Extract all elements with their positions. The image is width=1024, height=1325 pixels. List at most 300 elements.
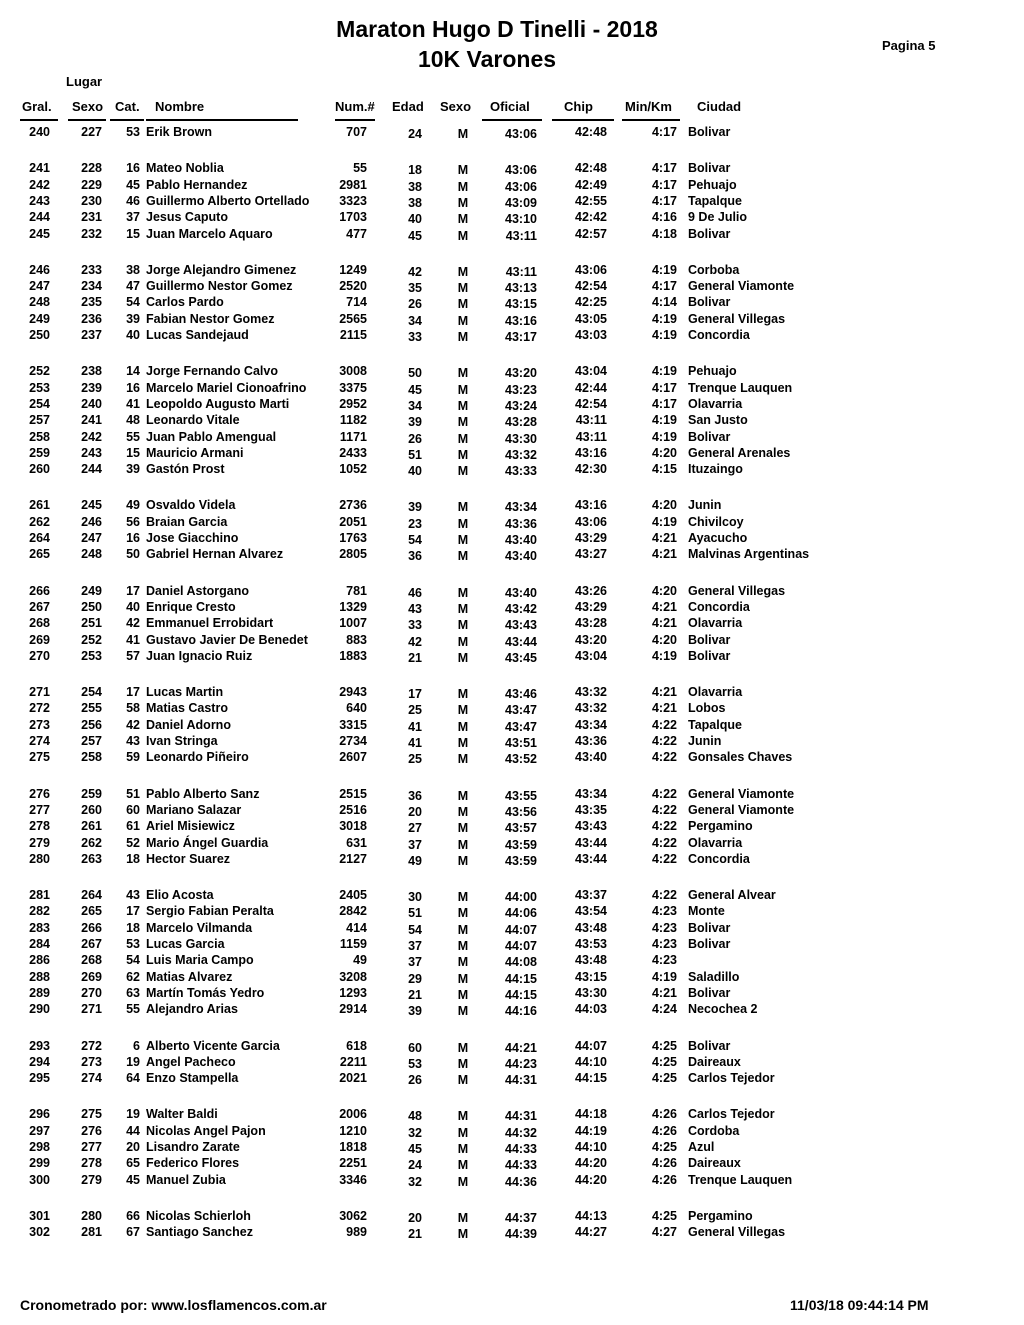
footer-timestamp: 11/03/18 09:44:14 PM	[790, 1297, 929, 1313]
city-cell: Bolivar	[688, 937, 731, 951]
table-row	[0, 1172, 1024, 1188]
sexo-place-cell: 280	[81, 1208, 102, 1223]
official-time-cell: 43:56	[505, 804, 537, 819]
age-cell: 39	[408, 415, 422, 430]
name-cell: Pablo Alberto Sanz	[146, 786, 260, 801]
col-header-sexo: Sexo	[72, 99, 104, 114]
bib-number-cell: 618	[346, 1038, 367, 1053]
table-row	[0, 887, 1024, 903]
name-cell: Leonardo Vitale	[146, 413, 240, 428]
official-time-cell: 43:46	[505, 687, 537, 702]
chip-time-cell: 43:05	[575, 311, 607, 326]
name-cell: Manuel Zubia	[146, 1172, 226, 1187]
table-row	[0, 1139, 1024, 1155]
chip-time-cell: 43:16	[575, 498, 607, 513]
sex-cell: M	[457, 549, 469, 564]
name-cell: Enzo Stampella	[146, 1071, 239, 1086]
sex-cell: M	[457, 634, 469, 649]
city-cell: Concordia	[688, 851, 750, 866]
name-cell: Sergio Fabian Peralta	[146, 904, 274, 919]
cat-place-cell: 48	[126, 413, 140, 428]
table-row	[0, 461, 1024, 477]
city-cell: Azul	[688, 1140, 715, 1154]
gral-cell: 254	[29, 396, 50, 411]
official-time-cell: 43:42	[505, 601, 537, 616]
pace-cell: 4:20	[651, 632, 677, 647]
sexo-place-cell: 242	[81, 429, 102, 444]
city-cell: Saladillo	[688, 969, 740, 984]
table-row	[0, 380, 1024, 396]
bib-number-cell: 2943	[339, 685, 367, 700]
table-row	[0, 160, 1024, 176]
chip-time-cell: 43:43	[575, 819, 607, 834]
gral-cell: 261	[29, 498, 50, 513]
chip-time-cell: 43:27	[575, 547, 607, 562]
name-cell: Osvaldo Videla	[146, 498, 236, 513]
cat-place-cell: 40	[126, 328, 140, 342]
sexo-place-cell: 281	[81, 1225, 102, 1240]
age-cell: 29	[408, 971, 422, 986]
gral-cell: 274	[29, 734, 50, 748]
cat-place-cell: 67	[126, 1225, 140, 1240]
table-row	[0, 583, 1024, 599]
pace-cell: 4:22	[651, 786, 677, 801]
sex-cell: M	[457, 1004, 469, 1019]
bib-number-cell: 1159	[339, 937, 367, 951]
gral-cell: 278	[29, 819, 50, 834]
name-cell: Ivan Stringa	[146, 734, 218, 748]
name-cell: Mariano Salazar	[146, 802, 242, 817]
bib-number-cell: 707	[346, 125, 367, 139]
city-cell: General Viamonte	[688, 802, 795, 817]
cat-place-cell: 55	[126, 1002, 140, 1017]
pace-cell: 4:17	[651, 380, 677, 395]
city-cell: Carlos Tejedor	[688, 1107, 775, 1122]
sex-cell: M	[457, 939, 469, 953]
sexo-place-cell: 267	[81, 937, 102, 951]
chip-time-cell: 43:28	[575, 616, 607, 631]
pace-cell: 4:22	[651, 851, 677, 866]
official-time-cell: 43:23	[505, 382, 537, 397]
table-row	[0, 429, 1024, 445]
age-cell: 42	[408, 264, 422, 279]
sexo-place-cell: 254	[81, 685, 102, 700]
bib-number-cell: 477	[346, 226, 367, 241]
name-cell: Daniel Adorno	[146, 717, 231, 732]
sex-cell: M	[457, 687, 469, 702]
bib-number-cell: 2981	[339, 177, 367, 192]
name-cell: Matias Castro	[146, 701, 228, 716]
sex-cell: M	[457, 1174, 469, 1189]
sexo-place-cell: 235	[81, 295, 102, 310]
chip-time-cell: 42:30	[575, 462, 607, 477]
sex-cell: M	[457, 821, 469, 836]
age-cell: 32	[408, 1174, 422, 1189]
pace-cell: 4:19	[651, 514, 677, 529]
cat-place-cell: 15	[126, 226, 140, 241]
official-time-cell: 43:06	[505, 163, 537, 178]
gral-cell: 295	[29, 1071, 50, 1086]
col-underline-sexo	[68, 119, 106, 121]
official-time-cell: 44:07	[505, 922, 537, 937]
sex-cell: M	[457, 500, 469, 515]
official-time-cell: 43:06	[505, 127, 537, 141]
pace-cell: 4:17	[651, 177, 677, 192]
sex-cell: M	[457, 195, 469, 210]
bib-number-cell: 414	[346, 920, 367, 935]
pace-cell: 4:22	[651, 888, 677, 903]
name-cell: Juan Pablo Amengual	[146, 429, 277, 444]
official-time-cell: 44:32	[505, 1125, 537, 1140]
bib-number-cell: 2251	[339, 1156, 367, 1171]
sex-cell: M	[457, 1210, 469, 1225]
table-row	[0, 294, 1024, 310]
pace-cell: 4:19	[651, 648, 677, 663]
sexo-place-cell: 228	[81, 161, 102, 176]
official-time-cell: 43:30	[505, 431, 537, 446]
official-time-cell: 43:24	[505, 398, 537, 413]
sexo-place-cell: 227	[81, 125, 102, 139]
official-time-cell: 43:11	[505, 228, 537, 243]
official-time-cell: 44:00	[505, 890, 537, 905]
city-cell: Cordoba	[688, 1123, 740, 1138]
table-row	[0, 952, 1024, 968]
cat-place-cell: 47	[126, 279, 140, 294]
sex-cell: M	[457, 601, 469, 616]
sex-cell: M	[457, 650, 469, 665]
table-row	[0, 786, 1024, 802]
sexo-place-cell: 279	[81, 1172, 102, 1187]
sex-cell: M	[457, 382, 469, 397]
table-row	[0, 985, 1024, 1001]
city-cell: Bolivar	[688, 125, 731, 139]
bib-number-cell: 2021	[339, 1071, 367, 1086]
age-cell: 24	[408, 1158, 422, 1173]
age-cell: 43	[408, 601, 422, 616]
cat-place-cell: 50	[126, 547, 140, 562]
bib-number-cell: 631	[346, 835, 367, 850]
sex-cell: M	[457, 890, 469, 905]
official-time-cell: 43:15	[505, 297, 537, 312]
bib-number-cell: 1210	[339, 1123, 367, 1138]
gral-cell: 253	[29, 380, 50, 395]
age-cell: 49	[408, 853, 422, 868]
col-underline-nombre	[146, 119, 298, 121]
official-time-cell: 43:55	[505, 788, 537, 803]
cat-place-cell: 39	[126, 462, 140, 477]
chip-time-cell: 43:40	[575, 750, 607, 765]
sexo-place-cell: 249	[81, 583, 102, 598]
table-row	[0, 1123, 1024, 1139]
age-cell: 17	[408, 687, 422, 702]
gral-cell: 299	[29, 1156, 50, 1171]
sexo-place-cell: 247	[81, 531, 102, 545]
cat-place-cell: 53	[126, 125, 140, 139]
table-row	[0, 1155, 1024, 1171]
table-row	[0, 546, 1024, 562]
cat-place-cell: 54	[126, 295, 140, 310]
col-header-cat: Cat.	[115, 99, 140, 114]
age-cell: 24	[408, 127, 422, 141]
official-time-cell: 44:33	[505, 1158, 537, 1173]
age-cell: 33	[408, 330, 422, 344]
sex-cell: M	[457, 804, 469, 819]
age-cell: 34	[408, 313, 422, 328]
name-cell: Jorge Alejandro Gimenez	[146, 262, 297, 277]
official-time-cell: 43:57	[505, 821, 537, 836]
cat-place-cell: 62	[126, 969, 140, 984]
chip-time-cell: 43:34	[575, 786, 607, 801]
bib-number-cell: 1818	[339, 1140, 367, 1154]
gral-cell: 277	[29, 802, 50, 817]
official-time-cell: 44:23	[505, 1056, 537, 1071]
cat-place-cell: 63	[126, 985, 140, 1000]
sexo-place-cell: 261	[81, 819, 102, 834]
pace-cell: 4:22	[651, 717, 677, 732]
col-underline-num	[335, 119, 375, 121]
sexo-place-cell: 274	[81, 1071, 102, 1086]
col-underline-cat	[110, 119, 144, 121]
sexo-place-cell: 266	[81, 920, 102, 935]
pace-cell: 4:22	[651, 802, 677, 817]
bib-number-cell: 2842	[339, 904, 367, 919]
gral-cell: 297	[29, 1123, 50, 1138]
city-cell: General Viamonte	[688, 279, 795, 294]
pace-cell: 4:20	[651, 498, 677, 513]
table-row	[0, 278, 1024, 294]
sex-cell: M	[457, 853, 469, 868]
chip-time-cell: 42:54	[575, 396, 607, 411]
bib-number-cell: 2433	[339, 445, 367, 460]
official-time-cell: 43:47	[505, 703, 537, 718]
sex-cell: M	[457, 955, 469, 970]
city-cell: Bolivar	[688, 161, 731, 176]
sexo-place-cell: 255	[81, 701, 102, 716]
bib-number-cell: 3323	[339, 193, 367, 208]
name-cell: Mauricio Armani	[146, 445, 244, 460]
name-cell: Carlos Pardo	[146, 295, 224, 310]
page-number: Pagina 5	[882, 38, 936, 53]
bib-number-cell: 1703	[339, 210, 367, 225]
gral-cell: 289	[29, 985, 50, 1000]
official-time-cell: 43:36	[505, 516, 537, 531]
official-time-cell: 44:15	[505, 971, 537, 986]
official-time-cell: 43:40	[505, 533, 537, 547]
city-cell: Olavarria	[688, 396, 743, 411]
age-cell: 60	[408, 1040, 422, 1055]
sex-cell: M	[457, 1142, 469, 1156]
sex-cell: M	[457, 297, 469, 312]
footer-timing-credit: Cronometrado por: www.losflamencos.com.ar	[20, 1297, 327, 1313]
chip-time-cell: 43:30	[575, 985, 607, 1000]
chip-time-cell: 43:03	[575, 328, 607, 342]
age-cell: 54	[408, 533, 422, 547]
official-time-cell: 43:09	[505, 195, 537, 210]
bib-number-cell: 1007	[339, 616, 367, 631]
gral-cell: 300	[29, 1172, 50, 1187]
pace-cell: 4:17	[651, 279, 677, 294]
sex-cell: M	[457, 703, 469, 718]
official-time-cell: 43:13	[505, 281, 537, 296]
name-cell: Santiago Sanchez	[146, 1225, 253, 1240]
name-cell: Jose Giacchino	[146, 531, 239, 545]
chip-time-cell: 44:10	[575, 1140, 607, 1154]
cat-place-cell: 53	[126, 937, 140, 951]
pace-cell: 4:16	[651, 210, 677, 225]
table-row	[0, 193, 1024, 209]
pace-cell: 4:20	[651, 583, 677, 598]
sexo-place-cell: 265	[81, 904, 102, 919]
official-time-cell: 43:45	[505, 650, 537, 665]
bib-number-cell: 1052	[339, 462, 367, 477]
official-time-cell: 43:51	[505, 736, 537, 750]
official-time-cell: 43:06	[505, 179, 537, 194]
table-row	[0, 700, 1024, 716]
official-time-cell: 44:21	[505, 1040, 537, 1055]
sexo-place-cell: 236	[81, 311, 102, 326]
sex-cell: M	[457, 1073, 469, 1088]
col-underline-gral	[20, 119, 58, 121]
city-cell: Chivilcoy	[688, 514, 744, 529]
chip-time-cell: 43:11	[575, 429, 607, 444]
age-cell: 41	[408, 719, 422, 734]
city-cell: Tapalque	[688, 717, 742, 732]
city-cell: General Villegas	[688, 1225, 786, 1240]
sex-cell: M	[457, 516, 469, 531]
bib-number-cell: 2516	[339, 802, 367, 817]
gral-cell: 257	[29, 413, 50, 428]
table-row	[0, 802, 1024, 818]
chip-time-cell: 43:54	[575, 904, 607, 919]
cat-place-cell: 17	[126, 904, 140, 919]
name-cell: Marcelo Mariel Cionoafrino	[146, 380, 307, 395]
name-cell: Hector Suarez	[146, 851, 231, 866]
age-cell: 21	[408, 650, 422, 665]
age-cell: 51	[408, 906, 422, 921]
gral-cell: 294	[29, 1054, 50, 1069]
chip-time-cell: 43:34	[575, 717, 607, 732]
city-cell: Gonsales Chaves	[688, 750, 793, 765]
chip-time-cell: 43:06	[575, 262, 607, 277]
cat-place-cell: 40	[126, 599, 140, 614]
city-cell: Lobos	[688, 701, 726, 716]
name-cell: Lucas Martin	[146, 685, 224, 700]
chip-time-cell: 43:04	[575, 364, 607, 379]
chip-time-cell: 43:29	[575, 531, 607, 545]
table-row	[0, 1106, 1024, 1122]
official-time-cell: 44:16	[505, 1004, 537, 1019]
name-cell: Alberto Vicente Garcia	[146, 1038, 280, 1053]
pace-cell: 4:17	[651, 396, 677, 411]
pace-cell: 4:21	[651, 701, 677, 716]
cat-place-cell: 64	[126, 1071, 140, 1086]
pace-cell: 4:17	[651, 161, 677, 176]
table-row	[0, 648, 1024, 664]
sexo-place-cell: 245	[81, 498, 102, 513]
cat-place-cell: 51	[126, 786, 140, 801]
sex-cell: M	[457, 922, 469, 937]
pace-cell: 4:23	[651, 937, 677, 951]
chip-time-cell: 42:48	[575, 125, 607, 139]
name-cell: Luis Maria Campo	[146, 953, 254, 968]
gral-cell: 266	[29, 583, 50, 598]
name-cell: Leopoldo Augusto Marti	[146, 396, 290, 411]
bib-number-cell: 1763	[339, 531, 367, 545]
bib-number-cell: 2520	[339, 279, 367, 294]
name-cell: Nicolas Schierloh	[146, 1208, 251, 1223]
bib-number-cell: 2607	[339, 750, 367, 765]
sex-cell: M	[457, 228, 469, 243]
pace-cell: 4:25	[651, 1140, 677, 1154]
sexo-place-cell: 229	[81, 177, 102, 192]
sexo-place-cell: 248	[81, 547, 102, 562]
gral-cell: 262	[29, 514, 50, 529]
bib-number-cell: 2127	[339, 851, 367, 866]
name-cell: Jesus Caputo	[146, 210, 228, 225]
gral-cell: 265	[29, 547, 50, 562]
gral-cell: 246	[29, 262, 50, 277]
table-row	[0, 749, 1024, 765]
sexo-place-cell: 231	[81, 210, 102, 225]
chip-time-cell: 43:26	[575, 583, 607, 598]
table-row	[0, 514, 1024, 530]
age-cell: 53	[408, 1056, 422, 1071]
pace-cell: 4:23	[651, 920, 677, 935]
bib-number-cell: 883	[346, 632, 367, 647]
gral-cell: 249	[29, 311, 50, 326]
sex-cell: M	[457, 1109, 469, 1124]
cat-place-cell: 65	[126, 1156, 140, 1171]
chip-time-cell: 44:10	[575, 1054, 607, 1069]
age-cell: 18	[408, 163, 422, 178]
age-cell: 35	[408, 281, 422, 296]
age-cell: 42	[408, 634, 422, 649]
city-cell: San Justo	[688, 413, 748, 428]
sexo-place-cell: 243	[81, 445, 102, 460]
bib-number-cell: 2565	[339, 311, 367, 326]
table-row	[0, 209, 1024, 225]
sexo-place-cell: 239	[81, 380, 102, 395]
sexo-place-cell: 269	[81, 969, 102, 984]
official-time-cell: 43:11	[505, 264, 537, 279]
gral-cell: 298	[29, 1140, 50, 1154]
sexo-place-cell: 230	[81, 193, 102, 208]
pace-cell: 4:21	[651, 685, 677, 700]
pace-cell: 4:24	[651, 1002, 677, 1017]
official-time-cell: 44:31	[505, 1109, 537, 1124]
sexo-place-cell: 251	[81, 616, 102, 631]
cat-place-cell: 59	[126, 750, 140, 765]
table-row	[0, 684, 1024, 700]
bib-number-cell: 3062	[339, 1208, 367, 1223]
age-cell: 45	[408, 1142, 422, 1156]
cat-place-cell: 41	[126, 632, 140, 647]
age-cell: 39	[408, 500, 422, 515]
table-row	[0, 1070, 1024, 1086]
name-cell: Guillermo Nestor Gomez	[146, 279, 293, 294]
city-cell: Ituzaingo	[688, 462, 743, 477]
age-cell: 25	[408, 752, 422, 767]
cat-place-cell: 46	[126, 193, 140, 208]
chip-time-cell: 44:18	[575, 1107, 607, 1122]
pace-cell: 4:20	[651, 445, 677, 460]
gral-cell: 264	[29, 531, 50, 545]
gral-cell: 248	[29, 295, 50, 310]
table-row	[0, 851, 1024, 867]
bib-number-cell: 1249	[339, 262, 367, 277]
cat-place-cell: 14	[126, 364, 140, 379]
col-header-gral: Gral.	[22, 99, 52, 114]
